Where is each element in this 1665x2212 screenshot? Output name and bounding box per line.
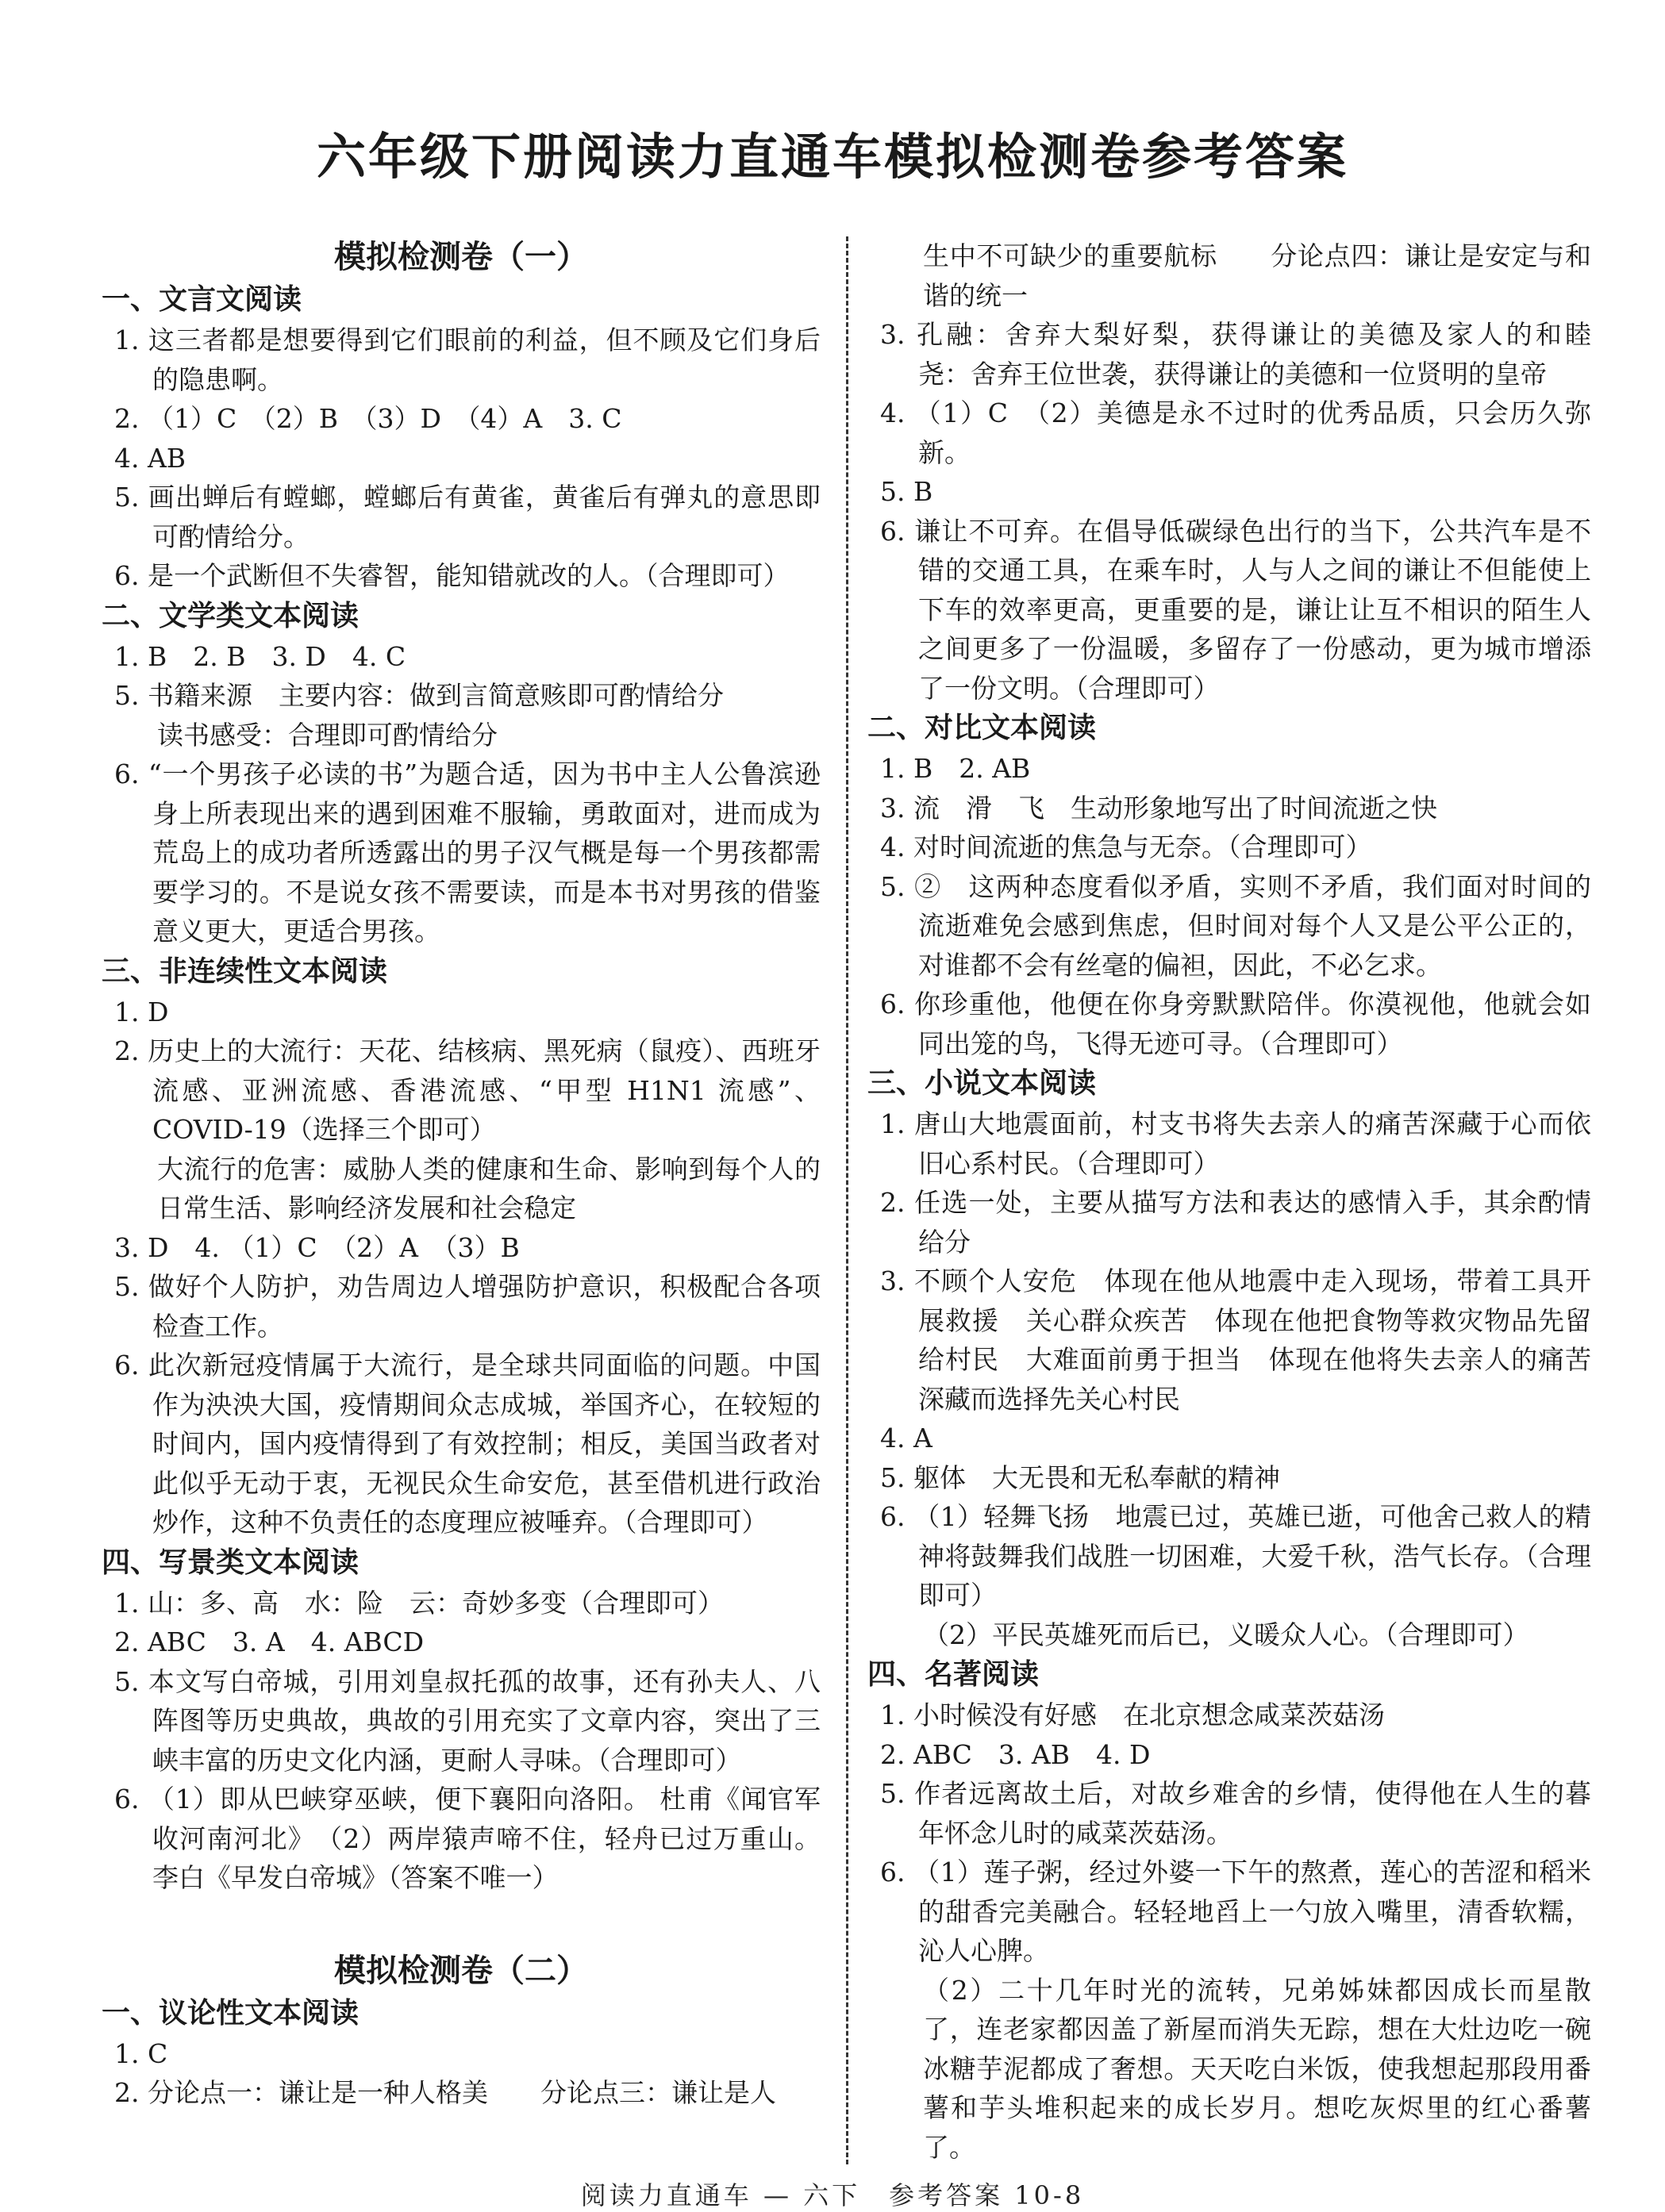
answer-item: 3. D 4. （1）C （2）A （3）B: [114, 1231, 520, 1263]
answer-item: 6. （1）轻舞飞扬 地震已过，英雄已逝，可他舍己救人的精神将鼓舞我们战胜一切困难，大爱千秋，浩气长存。（合理即可）: [880, 1501, 1591, 1611]
exam-title: 模拟检测卷（二）: [334, 1952, 588, 1989]
answer-item: 4. AB: [114, 442, 186, 474]
answer-item: 3. 流 滑 飞 生动形象地写出了时间流逝之快: [880, 792, 1437, 824]
answer-item: 1. 这三者都是想要得到它们眼前的利益，但不顾及它们身后的隐患啊。: [114, 325, 821, 395]
answer-item: 5. 画出蝉后有螳螂，螳螂后有黄雀，黄雀后有弹丸的意思即可酌情给分。: [114, 482, 821, 552]
section-heading: 二、文学类文本阅读: [102, 599, 360, 632]
exam-title: 模拟检测卷（一）: [334, 239, 588, 275]
answer-item: 1. B 2. AB: [880, 753, 1031, 784]
answer-item: 6. （1）莲子粥，经过外婆一下午的熬煮，莲心的苦涩和稻米的甜香完美融合。轻轻地舀上一勺放入嘴里，清香软糯，沁人心脾。: [880, 1857, 1591, 1966]
answer-item: 5. 躯体 大无畏和无私奉献的精神: [880, 1461, 1280, 1493]
answer-item: 5. 书籍来源 主要内容：做到言简意赅即可酌情给分: [114, 680, 724, 711]
answer-item: 1. 山：多、高 水：险 云：奇妙多变（合理即可）: [114, 1587, 724, 1619]
answer-item: 6. 谦让不可弃。在倡导低碳绿色出行的当下，公共汽车是不错的交通工具，在乘车时，人与人之间的谦让不但能使上下车的效率更高，更重要的是，谦让让互不相识的陌生人之间更多了一份温暖，多留存了一份感动，更为城市增添了一份文明。（合理即可）: [880, 515, 1591, 704]
answer-item: 1. B 2. B 3. D 4. C: [114, 640, 406, 672]
right-column: [867, 236, 1617, 2167]
answer-continuation: （2）平民英雄死而后已，义暖众人心。（合理即可）: [923, 1619, 1529, 1650]
left-column: [102, 235, 821, 2113]
answer-continuation: 大流行的危害：威胁人类的健康和生命、影响到每个人的日常生活、影响经济发展和社会稳定: [157, 1153, 821, 1223]
section-heading: 一、文言文阅读: [102, 283, 302, 316]
section-heading: 四、写景类文本阅读: [102, 1546, 360, 1579]
answer-item: 2. ABC 3. A 4. ABCD: [114, 1626, 425, 1657]
answer-item: 3. 孔融：舍弃大梨好梨，获得谦让的美德及家人的和睦 尧：舍弃王位世袭，获得谦让的美德和一位贤明的皇帝: [880, 319, 1617, 390]
answer-item: 2. （1）C （2）B （3）D （4）A 3. C: [114, 403, 622, 434]
answer-continuation: 生中不可缺少的重要航标 分论点四：谦让是安定与和谐的统一: [923, 240, 1591, 311]
answer-item: 4. A: [880, 1423, 932, 1454]
page-footer: 阅读力直通车 — 六下 参考答案 10-8: [580, 2180, 1085, 2210]
answer-item: 6. 此次新冠疫情属于大流行，是全球共同面临的问题。中国作为泱泱大国，疫情期间众志成城，举国齐心，在较短的时间内，国内疫情得到了有效控制；相反，美国当政者对此似乎无动于衷，无视民众生命安危，甚至借机进行政治炒作，这种不负责任的态度理应被唾弃。（合理即可）: [114, 1350, 821, 1538]
answer-continuation: （2）二十几年时光的流转，兄弟姊妹都因成长而星散了，连老家都因盖了新屋而消失无踪，想在大灶边吃一碗冰糖芋泥都成了奢想。天天吃白米饭，使我想起那段用番薯和芋头堆积起来的成长岁月。想吃灰烬里的红心番薯了。: [923, 1974, 1591, 2163]
answer-item: 5. 做好个人防护，劝告周边人增强防护意识，积极配合各项检查工作。: [114, 1271, 821, 1342]
page-title: 六年级下册阅读力直通车模拟检测卷参考答案: [316, 128, 1348, 186]
answer-item: 2. 任选一处，主要从描写方法和表达的感情入手，其余酌情给分: [880, 1187, 1591, 1258]
answer-item: 1. D: [114, 996, 169, 1027]
section-heading: 一、议论性文本阅读: [102, 1996, 360, 2030]
answer-item: 6. 是一个武断但不失睿智，能知错就改的人。（合理即可）: [114, 560, 790, 591]
answer-continuation: 读书感受：合理即可酌情给分: [157, 719, 498, 751]
answer-item: 1. C: [114, 2037, 168, 2069]
answer-item: 3. 不顾个人安危 体现在他从地震中走入现场，带着工具开展救援 关心群众疾苦 体现在他把食物等救灾物品先留给村民 大难面前勇于担当 体现在他将失去亲人的痛苦深藏而选择先关心村民: [880, 1265, 1591, 1415]
column-divider: [846, 236, 848, 2164]
answer-item: 5. B: [880, 476, 933, 507]
answer-item: 6. “一个男孩子必读的书”为题合适，因为书中主人公鲁滨逊身上所表现出来的遇到困难不服输，勇敢面对，进而成为荒岛上的成功者所透露出的男子汉气概是每一个男孩都需要学习的。不是说女孩不需要读，而是本书对男孩的借鉴意义更大，更适合男孩。: [114, 758, 821, 947]
answer-item: 2. ABC 3. AB 4. D: [880, 1738, 1151, 1770]
section-heading: 三、非连续性文本阅读: [102, 954, 388, 988]
answer-item: 5. 本文写白帝城，引用刘皇叔托孤的故事，还有孙夫人、八阵图等历史典故，典故的引用充实了文章内容，突出了三峡丰富的历史文化内涵，更耐人寻味。（合理即可）: [114, 1665, 821, 1776]
answer-item: 6. （1）即从巴峡穿巫峡，便下襄阳向洛阳。 杜甫《闻官军收河南河北》 （2）两岸猿声啼不住，轻舟已过万重山。 李白《早发白帝城》（答案不唯一）: [114, 1784, 821, 1893]
answer-item: 5. 作者远离故土后，对故乡难舍的乡情，使得他在人生的暮年怀念儿时的咸菜茨菇汤。: [880, 1778, 1591, 1849]
section-heading: 四、名著阅读: [867, 1658, 1040, 1691]
answer-item: 5. ② 这两种态度看似矛盾，实则不矛盾，我们面对时间的流逝难免会感到焦虑，但时间对每个人又是公平公正的，对谁都不会有丝毫的偏袒，因此，不必乞求。: [880, 870, 1591, 981]
answer-item: 1. 小时候没有好感 在北京想念咸菜茨菇汤: [880, 1699, 1385, 1730]
answer-item: 1. 唐山大地震面前，村支书将失去亲人的痛苦深藏于心而依旧心系村民。（合理即可）: [880, 1108, 1591, 1179]
section-heading: 二、对比文本阅读: [867, 712, 1097, 744]
answer-item: 6. 你珍重他，他便在你身旁默默陪伴。你漠视他，他就会如同出笼的鸟，飞得无迹可寻。（合理即可）: [880, 989, 1591, 1059]
section-heading: 三、小说文本阅读: [867, 1067, 1097, 1100]
answer-item: 4. 对时间流逝的焦急与无奈。（合理即可）: [880, 831, 1372, 862]
answer-item: 4. （1）C （2）美德是永不过时的优秀品质，只会历久弥新。: [880, 397, 1591, 468]
answer-item: 2. 分论点一：谦让是一种人格美 分论点三：谦让是人: [114, 2077, 776, 2108]
answer-item: 2. 历史上的大流行：天花、结核病、黑死病（鼠疫）、西班牙流感、亚洲流感、香港流感、“甲型 H1N1 流感”、COVID-19（选择三个即可）: [114, 1035, 821, 1145]
